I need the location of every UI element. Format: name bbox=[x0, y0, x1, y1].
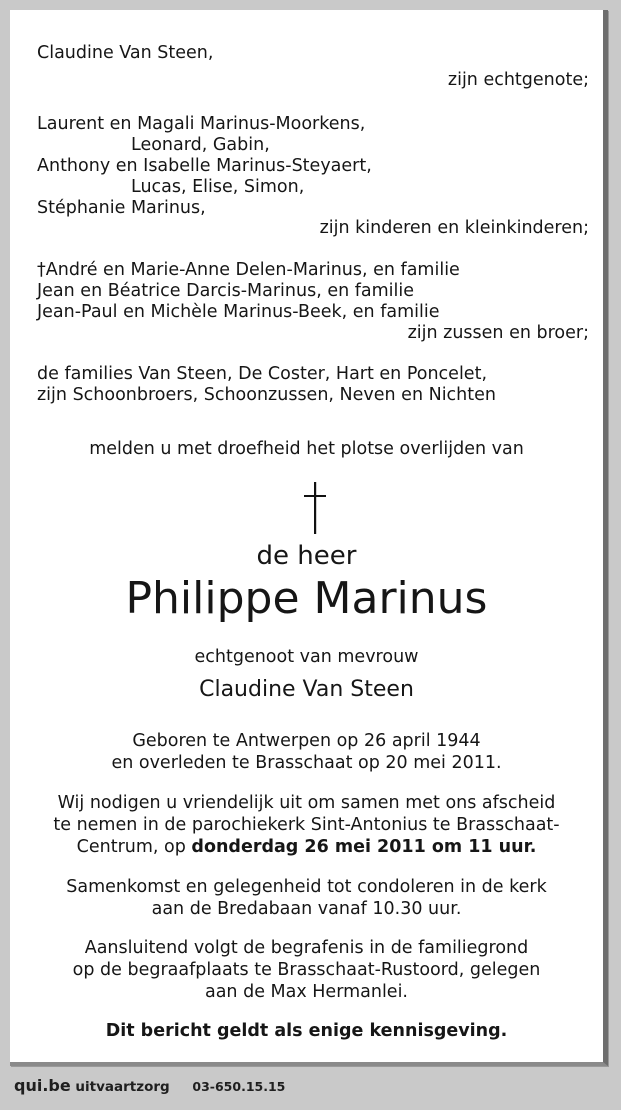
spouse-full-name: Claudine Van Steen bbox=[199, 677, 414, 702]
grandchildren-line: Leonard, Gabin, bbox=[131, 135, 270, 155]
burial-line: aan de Max Hermanlei. bbox=[204, 982, 408, 1002]
child-line: Stéphanie Marinus, bbox=[37, 198, 206, 218]
child-line: Laurent en Magali Marinus-Moorkens, bbox=[37, 114, 366, 134]
deceased-name: Philippe Marinus bbox=[125, 573, 488, 624]
burial-line: Aansluitend volgt de begrafenis in de familiegrond bbox=[84, 938, 529, 958]
child-line: Anthony en Isabelle Marinus-Steyaert, bbox=[37, 156, 372, 176]
spouse-label: echtgenoot van mevrouw bbox=[194, 647, 419, 667]
grandchildren-line: Lucas, Elise, Simon, bbox=[131, 177, 305, 197]
extended-family-line: de families Van Steen, De Coster, Hart en Poncelet, bbox=[37, 364, 488, 384]
ceremony-line bbox=[10, 836, 603, 858]
brand-name: uitvaartzorg bbox=[75, 1079, 170, 1095]
death-line: en overleden te Brasschaat op 20 mei 2011. bbox=[111, 753, 502, 773]
children-role: zijn kinderen en kleinkinderen; bbox=[319, 218, 589, 238]
gathering-line: aan de Bredabaan vanaf 10.30 uur. bbox=[151, 899, 462, 919]
ceremony-prefix: Centrum, op bbox=[76, 837, 192, 857]
cross-icon bbox=[300, 482, 330, 534]
ceremony-date: donderdag 26 mei 2011 om 11 uur. bbox=[191, 837, 537, 857]
obituary-card bbox=[10, 10, 608, 1066]
announcement: melden u met droefheid het plotse overlijden van bbox=[89, 439, 524, 459]
siblings-role: zijn zussen en broer; bbox=[407, 323, 589, 343]
ceremony-line: Wij nodigen u vriendelijk uit om samen met ons afscheid bbox=[57, 793, 556, 813]
sibling-line: Jean-Paul en Michèle Marinus-Beek, en familie bbox=[37, 302, 440, 322]
brand-logo: qui.be bbox=[14, 1076, 71, 1095]
ceremony-line: te nemen in de parochiekerk Sint-Antonius te Brasschaat- bbox=[53, 815, 560, 835]
birth-line: Geboren te Antwerpen op 26 april 1944 bbox=[132, 731, 481, 751]
burial-line: op de begraafplaats te Brasschaat-Rustoord, gelegen bbox=[72, 960, 541, 980]
honorific: de heer bbox=[256, 541, 357, 571]
extended-family-line: zijn Schoonbroers, Schoonzussen, Neven en Nichten bbox=[37, 385, 496, 405]
sibling-line: †André en Marie-Anne Delen-Marinus, en familie bbox=[37, 260, 460, 280]
footer bbox=[14, 1076, 285, 1095]
sibling-line: Jean en Béatrice Darcis-Marinus, en familie bbox=[37, 281, 415, 301]
gathering-line: Samenkomst en gelegenheid tot condoleren in de kerk bbox=[66, 877, 547, 897]
spouse-name: Claudine Van Steen, bbox=[37, 43, 214, 63]
phone-number: 03-650.15.15 bbox=[192, 1079, 286, 1094]
spouse-role: zijn echtgenote; bbox=[447, 70, 589, 90]
closing-note: Dit bericht geldt als enige kennisgeving. bbox=[105, 1021, 508, 1041]
